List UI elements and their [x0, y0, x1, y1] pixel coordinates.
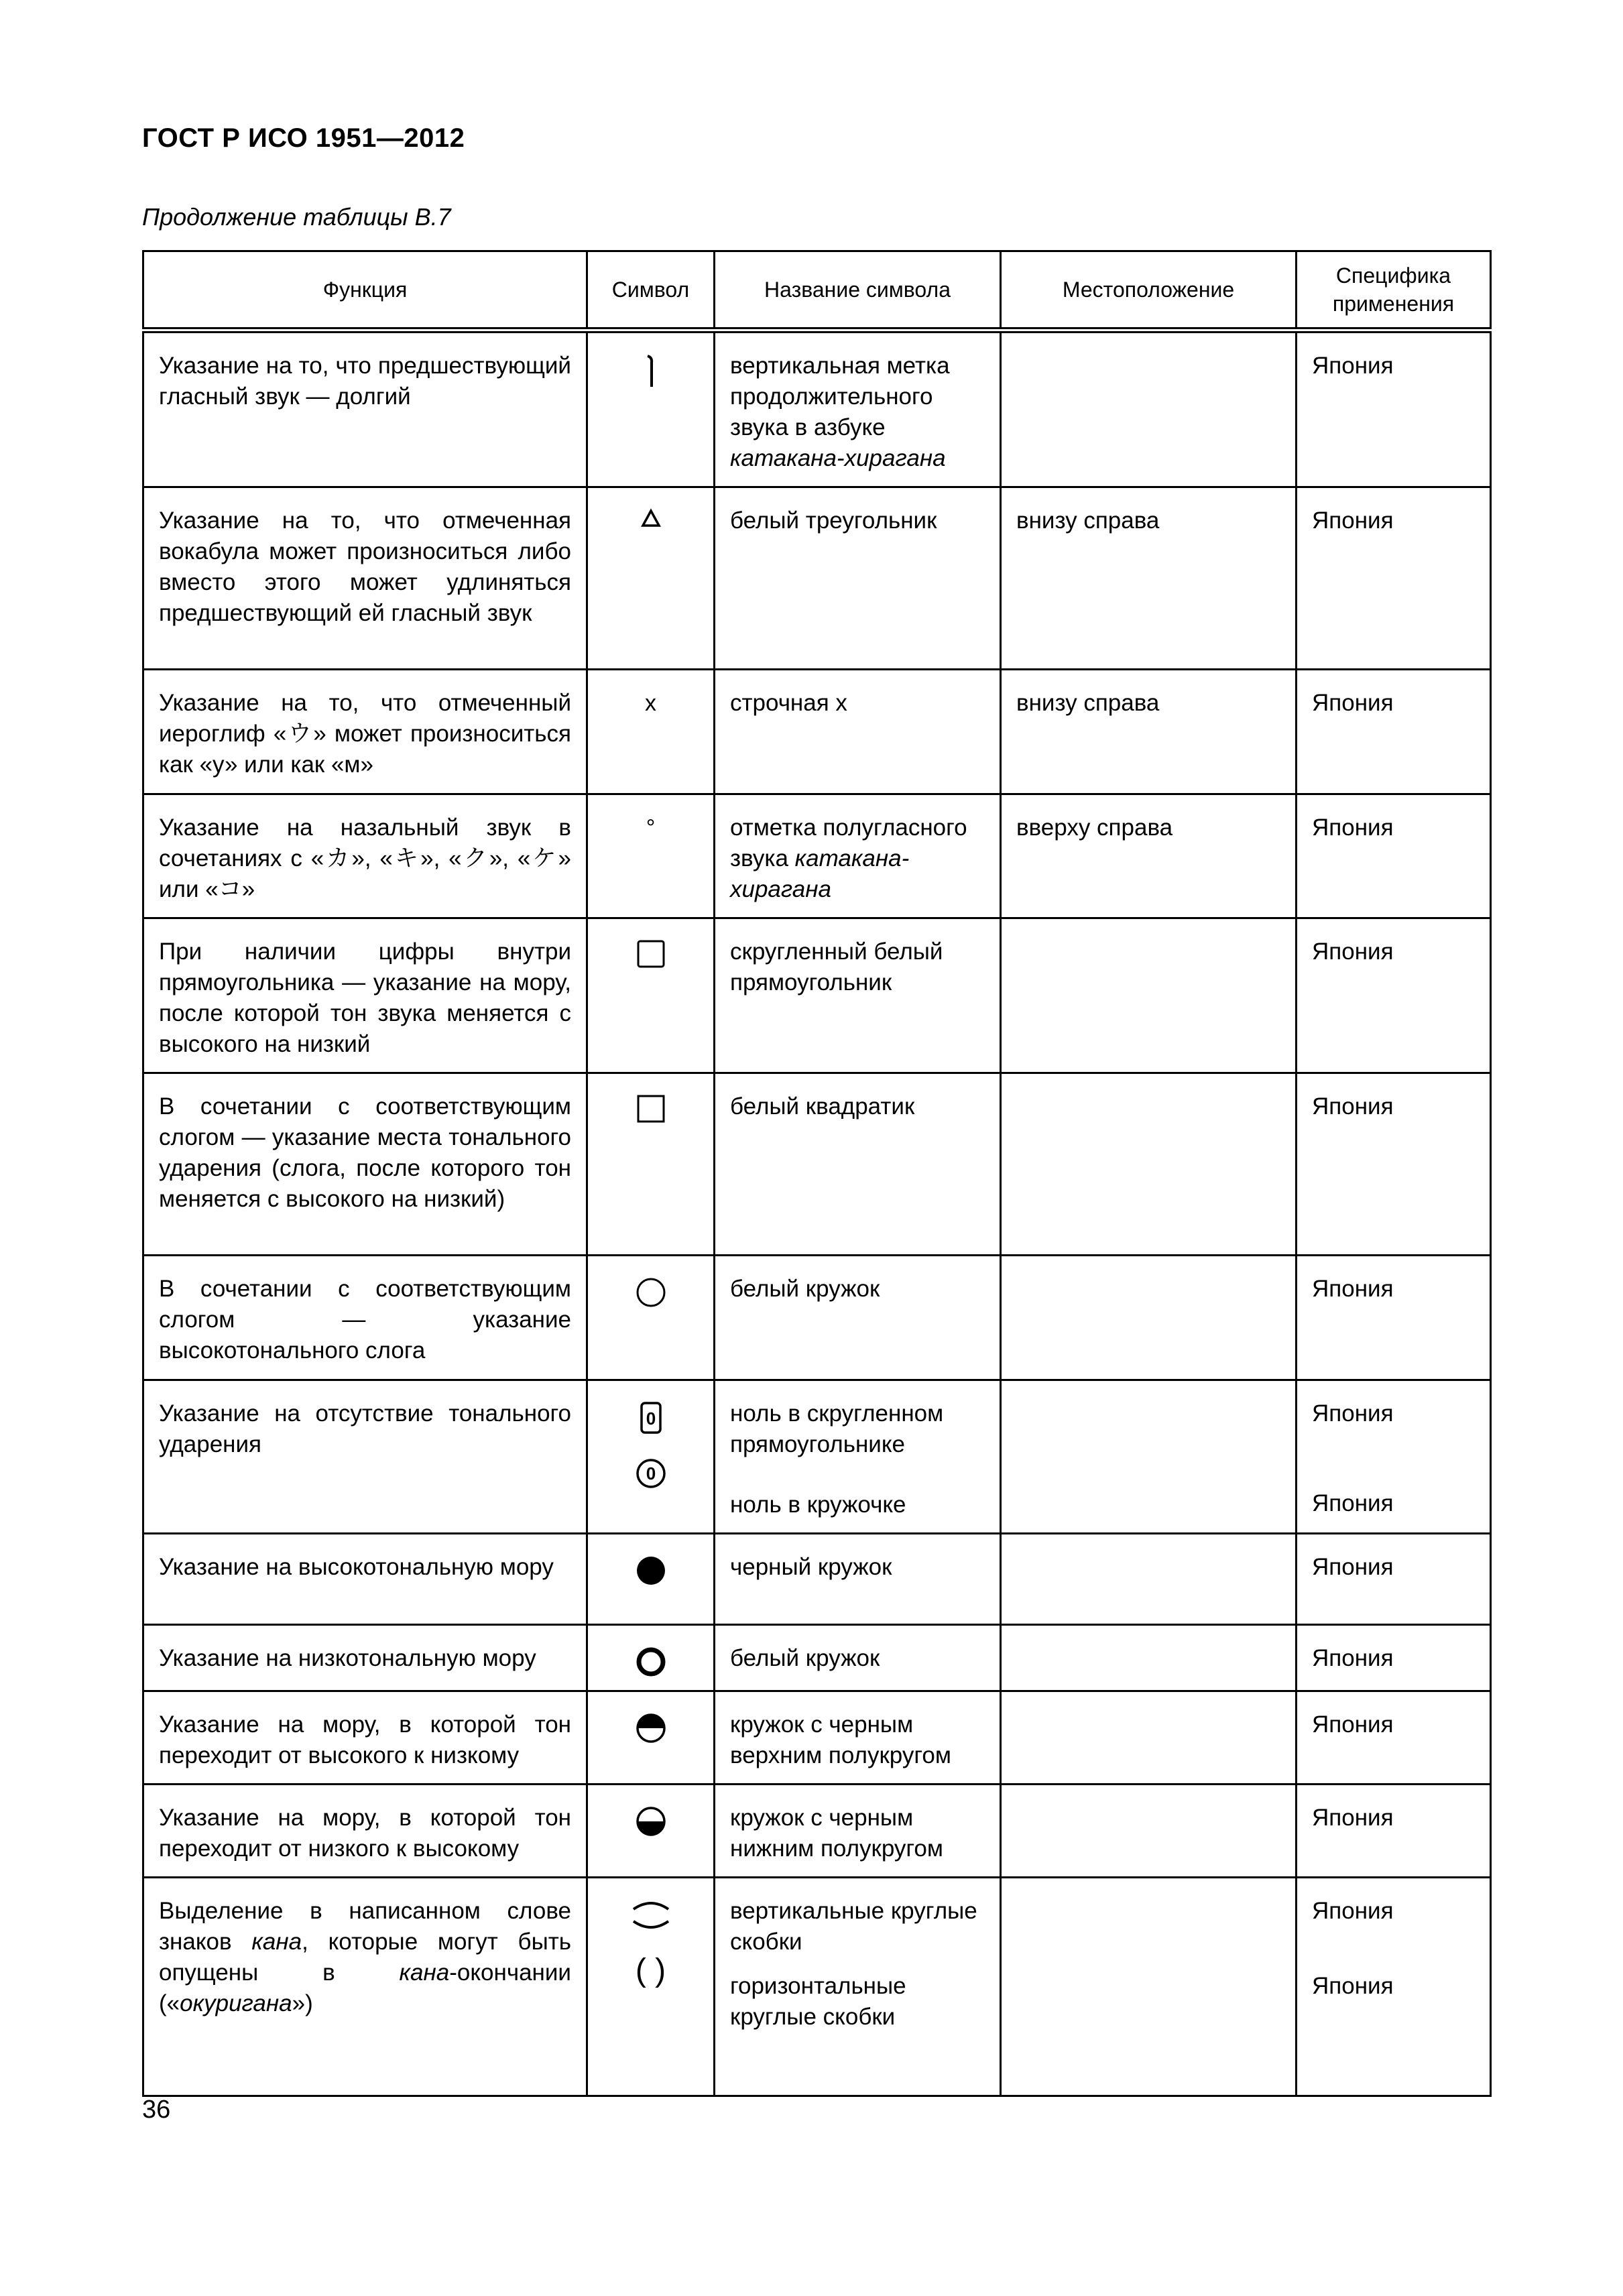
bold-white-circle-icon — [635, 1646, 667, 1678]
location-cell: вверху справа — [1001, 794, 1297, 918]
white-triangle-icon — [641, 508, 661, 528]
location-cell — [1001, 1380, 1297, 1534]
symbol-name-1: вертикальные круглые скобки — [730, 1898, 977, 1955]
usage-1: Япония — [1312, 1898, 1394, 1924]
zero-digit-label: 0 — [646, 1463, 656, 1484]
horizontal-round-brackets-icon: ( ) — [635, 1953, 666, 1988]
table-row — [143, 1691, 1491, 1785]
table-row — [143, 1256, 1491, 1380]
function-cell: В сочетании с соответствующим слогом — указание места тонального ударения (слога, после которого тон меняется с высокого на низкий) — [143, 1073, 587, 1256]
document-code: ГОСТ Р ИСО 1951—2012 — [142, 123, 465, 153]
symbol-name-2: горизонтальные круглые скобки — [730, 1973, 906, 2030]
table-row — [143, 918, 1491, 1073]
location-cell — [1001, 1625, 1297, 1691]
symbol-cell — [587, 1380, 715, 1534]
usage-cell: Япония — [1297, 1785, 1491, 1878]
usage-2: Япония — [1312, 1490, 1394, 1516]
function-cell: Выделение в написанном слове знаков кана, которые могут быть опущены в кана-окончании («окуригана») — [143, 1878, 587, 2096]
vertical-round-brackets-icon — [629, 1898, 672, 1932]
symbol-name-cell: белый кружок — [715, 1256, 1001, 1380]
symbol-cell — [587, 1878, 715, 2096]
symbol-cell — [587, 1785, 715, 1878]
symbol-cell — [587, 330, 715, 487]
usage-cell: Япония — [1297, 1625, 1491, 1691]
white-circle-icon — [635, 1276, 667, 1309]
rounded-white-rectangle-icon — [636, 939, 666, 969]
location-cell — [1001, 1073, 1297, 1256]
symbol-cell — [587, 918, 715, 1073]
table-row — [143, 1625, 1491, 1691]
table-header-row — [143, 251, 1491, 330]
vertical-prolonged-mark-icon — [643, 353, 659, 389]
location-cell — [1001, 1878, 1297, 2096]
function-cell: Указание на то, что отмеченная вокабула может произноситься либо вместо этого может удлиняться предшествующий ей гласный звук — [143, 487, 587, 670]
symbol-name-cell: вертикальная метка продолжительного звука в азбуке катакана-хирагана — [715, 330, 1001, 487]
symbol-cell — [587, 1625, 715, 1691]
column-header-symbol: Символ — [587, 251, 715, 330]
symbol-cell — [587, 794, 715, 918]
usage-cell: Япония — [1297, 1256, 1491, 1380]
location-cell — [1001, 1256, 1297, 1380]
white-square-icon — [636, 1094, 666, 1124]
table-row — [143, 487, 1491, 670]
usage-cell — [1297, 1878, 1491, 2096]
location-cell: внизу справа — [1001, 670, 1297, 794]
symbol-name-cell: белый квадратик — [715, 1073, 1001, 1256]
column-header-usage: Специфика применения — [1297, 251, 1491, 330]
function-cell: Указание на то, что предшествующий гласный звук — долгий — [143, 330, 587, 487]
usage-2: Япония — [1312, 1973, 1394, 1999]
symbol-cell — [587, 1534, 715, 1625]
symbol-cell — [587, 670, 715, 794]
table-row — [143, 1878, 1491, 2096]
usage-1: Япония — [1312, 1400, 1394, 1427]
zero-in-rounded-rectangle-icon — [639, 1401, 663, 1435]
table-row — [143, 794, 1491, 918]
location-cell — [1001, 330, 1297, 487]
function-cell: Указание на назальный звук в сочетаниях с «カ», «キ», «ク», «ケ» или «コ» — [143, 794, 587, 918]
function-cell: Указание на мору, в которой тон переходит от низкого к высокому — [143, 1785, 587, 1878]
table-row — [143, 1073, 1491, 1256]
column-header-location: Местоположение — [1001, 251, 1297, 330]
location-cell — [1001, 1691, 1297, 1785]
zero-digit-label: 0 — [646, 1408, 656, 1429]
symbol-name-cell: белый кружок — [715, 1625, 1001, 1691]
table-row — [143, 1534, 1491, 1625]
symbol-name-cell — [715, 1380, 1001, 1534]
circle-black-top-half-icon — [635, 1712, 667, 1744]
table-row — [143, 1380, 1491, 1534]
zero-in-circle-icon — [635, 1457, 667, 1490]
symbol-name-cell: скругленный белый прямоугольник — [715, 918, 1001, 1073]
symbol-name-cell: кружок с черным нижним полукругом — [715, 1785, 1001, 1878]
function-cell: При наличии цифры внутри прямоугольника — указание на мору, после которой тон звука меняется с высокого на низкий — [143, 918, 587, 1073]
symbol-cell — [587, 1691, 715, 1785]
location-cell — [1001, 1785, 1297, 1878]
usage-cell: Япония — [1297, 1691, 1491, 1785]
symbol-name-cell: черный кружок — [715, 1534, 1001, 1625]
location-cell — [1001, 918, 1297, 1073]
symbol-name-2: ноль в кружочке — [730, 1492, 906, 1518]
function-cell: В сочетании с соответствующим слогом — указание высокотонального слога — [143, 1256, 587, 1380]
symbol-name-cell: кружок с черным верхним полукругом — [715, 1691, 1001, 1785]
symbol-name-cell: строчная x — [715, 670, 1001, 794]
symbol-name-cell — [715, 1878, 1001, 2096]
usage-cell: Япония — [1297, 670, 1491, 794]
usage-cell: Япония — [1297, 330, 1491, 487]
symbol-cell — [587, 487, 715, 670]
page-number: 36 — [142, 2096, 171, 2124]
usage-cell — [1297, 1380, 1491, 1534]
function-cell: Указание на мору, в которой тон переходит от высокого к низкому — [143, 1691, 587, 1785]
function-cell: Указание на то, что отмеченный иероглиф «ウ» может произноситься как «у» или как «м» — [143, 670, 587, 794]
column-header-symbol-name: Название символа — [715, 251, 1001, 330]
usage-cell: Япония — [1297, 1073, 1491, 1256]
symbol-name-cell: белый треугольник — [715, 487, 1001, 670]
table-row — [143, 670, 1491, 794]
lowercase-x-symbol: x — [645, 690, 656, 716]
usage-cell: Япония — [1297, 918, 1491, 1073]
symbol-cell — [587, 1073, 715, 1256]
symbol-cell — [587, 1256, 715, 1380]
symbol-name-cell: отметка полугласного звука катакана-хирагана — [715, 794, 1001, 918]
location-cell: внизу справа — [1001, 487, 1297, 670]
location-cell — [1001, 1534, 1297, 1625]
table-caption: Продолжение таблицы В.7 — [142, 203, 451, 231]
column-header-function: Функция — [143, 251, 587, 330]
usage-cell: Япония — [1297, 1534, 1491, 1625]
degree-mark-symbol: ° — [646, 815, 656, 841]
symbols-table — [142, 250, 1492, 2097]
usage-cell: Япония — [1297, 487, 1491, 670]
table-row — [143, 1785, 1491, 1878]
function-cell: Указание на низкотональную мору — [143, 1625, 587, 1691]
symbol-name-1: ноль в скругленном прямоугольнике — [730, 1400, 944, 1457]
function-cell: Указание на отсутствие тонального ударения — [143, 1380, 587, 1534]
circle-black-bottom-half-icon — [635, 1805, 667, 1837]
table-row — [143, 330, 1491, 487]
usage-cell: Япония — [1297, 794, 1491, 918]
black-circle-icon — [635, 1555, 667, 1587]
function-cell: Указание на высокотональную мору — [143, 1534, 587, 1625]
